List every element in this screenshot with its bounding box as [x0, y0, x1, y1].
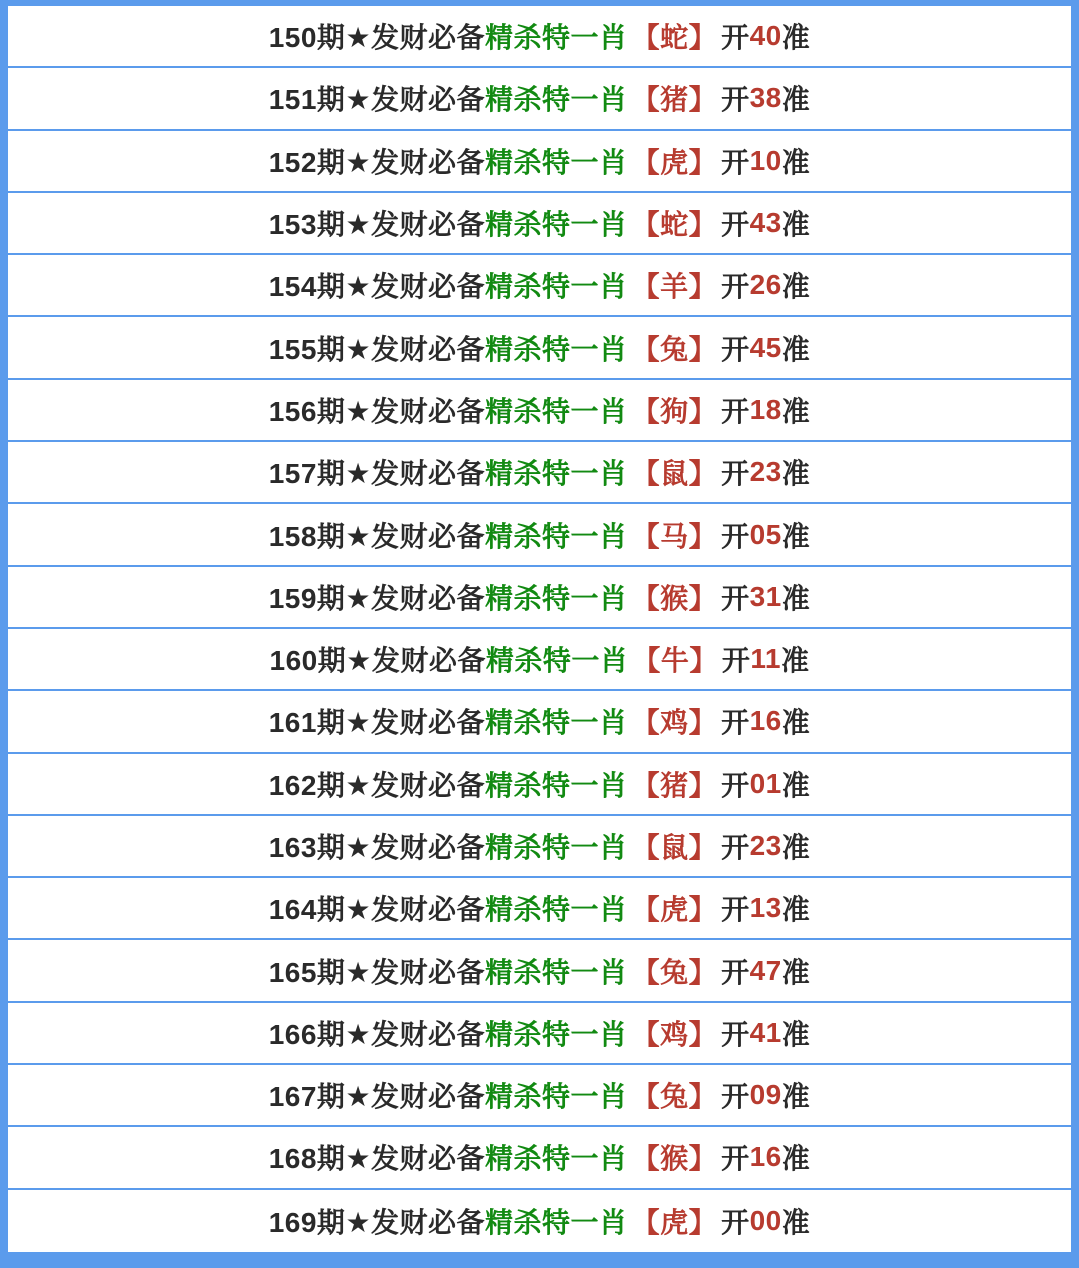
- prefix-text: ★发财必备: [345, 395, 486, 427]
- prediction-row: [8, 1190, 1071, 1252]
- zodiac-label: 【猴】: [631, 582, 718, 614]
- open-label: 开: [721, 1081, 750, 1113]
- prefix-text: ★发财必备: [345, 22, 486, 54]
- suffix-text: 准: [781, 1018, 811, 1050]
- suffix-text: 准: [781, 1143, 811, 1175]
- suffix-text: 准: [781, 1206, 811, 1238]
- result-number: 23: [749, 830, 782, 861]
- zodiac-label: 【猪】: [631, 84, 718, 116]
- issue-number: 160期: [269, 645, 347, 677]
- issue-number: 159期: [268, 582, 346, 614]
- open-label: 开: [721, 520, 750, 552]
- open-label: 开: [721, 1143, 750, 1175]
- issue-number: 157期: [268, 458, 346, 490]
- result-number: 16: [749, 705, 782, 737]
- open-label: 开: [721, 333, 750, 365]
- prediction-row: [8, 691, 1071, 753]
- result-number: 23: [749, 456, 782, 488]
- prefix-text: ★发财必备: [345, 956, 486, 988]
- open-label: 开: [721, 1018, 750, 1050]
- suffix-text: 准: [781, 395, 811, 427]
- highlight-text: 精杀特一肖: [485, 1018, 628, 1050]
- suffix-text: 准: [780, 645, 810, 677]
- prefix-text: ★发财必备: [345, 271, 486, 303]
- prediction-row: [8, 816, 1071, 878]
- result-number: 47: [749, 954, 782, 986]
- zodiac-label: 【牛】: [632, 645, 718, 677]
- prediction-list: [8, 6, 1071, 1252]
- suffix-text: 准: [781, 707, 811, 739]
- zodiac-label: 【虎】: [631, 1206, 718, 1238]
- prefix-text: ★发财必备: [345, 520, 486, 552]
- highlight-text: 精杀特一肖: [485, 582, 628, 614]
- highlight-text: 精杀特一肖: [485, 271, 628, 303]
- zodiac-label: 【蛇】: [631, 209, 718, 241]
- open-label: 开: [721, 84, 750, 116]
- open-label: 开: [721, 271, 750, 303]
- zodiac-label: 【鼠】: [631, 832, 718, 863]
- prediction-row: [8, 754, 1071, 816]
- suffix-text: 准: [781, 458, 811, 490]
- open-label: 开: [721, 22, 750, 54]
- highlight-text: 精杀特一肖: [485, 645, 629, 677]
- zodiac-label: 【鼠】: [631, 458, 718, 490]
- result-number: 16: [749, 1141, 782, 1173]
- prediction-row: [8, 442, 1071, 504]
- suffix-text: 准: [781, 520, 811, 552]
- result-number: 05: [749, 518, 782, 550]
- prediction-row: [8, 1003, 1071, 1065]
- prediction-row: [8, 940, 1071, 1002]
- highlight-text: 精杀特一肖: [485, 458, 628, 490]
- result-number: 13: [749, 892, 782, 924]
- highlight-text: 精杀特一肖: [485, 22, 628, 54]
- open-label: 开: [721, 645, 751, 677]
- prediction-row: [8, 193, 1071, 255]
- prefix-text: ★发财必备: [345, 1081, 486, 1113]
- prefix-text: ★发财必备: [345, 333, 486, 365]
- suffix-text: 准: [781, 209, 811, 241]
- issue-number: 166期: [268, 1018, 346, 1050]
- suffix-text: 准: [781, 271, 811, 303]
- result-number: 09: [749, 1079, 782, 1111]
- open-label: 开: [721, 395, 750, 427]
- issue-number: 165期: [268, 956, 346, 988]
- prediction-row: [8, 380, 1071, 442]
- highlight-text: 精杀特一肖: [485, 333, 628, 365]
- result-number: 00: [749, 1204, 782, 1236]
- result-number: 01: [749, 767, 782, 799]
- highlight-text: 精杀特一肖: [485, 707, 628, 739]
- result-number: 45: [749, 331, 782, 363]
- issue-number: 164期: [268, 894, 346, 926]
- prediction-row: [8, 1127, 1071, 1189]
- zodiac-label: 【马】: [631, 520, 718, 552]
- suffix-text: 准: [781, 894, 811, 926]
- prefix-text: ★发财必备: [345, 707, 486, 739]
- prediction-row: [8, 504, 1071, 566]
- zodiac-label: 【虎】: [631, 146, 718, 178]
- prefix-text: ★发财必备: [345, 1206, 486, 1238]
- open-label: 开: [721, 209, 750, 241]
- prediction-row: [8, 1065, 1071, 1127]
- issue-number: 155期: [268, 333, 346, 365]
- issue-number: 168期: [268, 1143, 346, 1175]
- zodiac-label: 【猪】: [631, 769, 718, 801]
- issue-number: 167期: [268, 1081, 346, 1113]
- open-label: 开: [721, 707, 750, 739]
- open-label: 开: [721, 894, 750, 926]
- issue-number: 169期: [268, 1206, 346, 1238]
- zodiac-label: 【兔】: [631, 333, 718, 365]
- suffix-text: 准: [781, 582, 811, 614]
- prediction-row: [8, 68, 1071, 130]
- zodiac-label: 【羊】: [631, 271, 718, 303]
- highlight-text: 精杀特一肖: [485, 520, 628, 552]
- highlight-text: 精杀特一肖: [485, 1143, 628, 1175]
- prefix-text: ★发财必备: [345, 209, 486, 241]
- open-label: 开: [721, 458, 750, 490]
- highlight-text: 精杀特一肖: [485, 894, 628, 926]
- highlight-text: 精杀特一肖: [485, 1206, 628, 1238]
- suffix-text: 准: [781, 1081, 811, 1113]
- open-label: 开: [721, 956, 750, 988]
- highlight-text: 精杀特一肖: [485, 956, 628, 988]
- issue-number: 161期: [268, 707, 346, 739]
- zodiac-label: 【兔】: [631, 1081, 718, 1113]
- issue-number: 153期: [268, 209, 346, 241]
- prefix-text: ★发财必备: [345, 832, 486, 863]
- highlight-text: 精杀特一肖: [485, 209, 628, 241]
- prediction-row: [8, 567, 1071, 629]
- suffix-text: 准: [781, 22, 811, 54]
- result-number: 31: [749, 580, 782, 612]
- issue-number: 158期: [268, 520, 346, 552]
- open-label: 开: [721, 832, 750, 863]
- prediction-row: [8, 878, 1071, 940]
- open-label: 开: [721, 1206, 750, 1238]
- issue-number: 152期: [268, 146, 346, 178]
- prefix-text: ★发财必备: [345, 1143, 486, 1175]
- zodiac-label: 【狗】: [631, 395, 718, 427]
- prefix-text: ★发财必备: [346, 645, 486, 677]
- issue-number: 156期: [268, 395, 346, 427]
- prediction-row: [8, 6, 1071, 68]
- issue-number: 151期: [268, 84, 346, 116]
- zodiac-label: 【鸡】: [631, 1018, 718, 1050]
- zodiac-label: 【虎】: [631, 894, 718, 926]
- open-label: 开: [721, 769, 750, 801]
- prefix-text: ★发财必备: [345, 458, 486, 490]
- highlight-text: 精杀特一肖: [485, 395, 628, 427]
- prediction-row: [8, 131, 1071, 193]
- prediction-row: [8, 255, 1071, 317]
- suffix-text: 准: [781, 832, 811, 863]
- result-number: 43: [749, 207, 782, 239]
- result-number: 40: [749, 20, 782, 52]
- prefix-text: ★发财必备: [345, 582, 486, 614]
- result-number: 18: [749, 393, 782, 425]
- zodiac-label: 【兔】: [631, 956, 718, 988]
- highlight-text: 精杀特一肖: [485, 84, 628, 116]
- prefix-text: ★发财必备: [345, 146, 486, 178]
- highlight-text: 精杀特一肖: [485, 146, 628, 178]
- prefix-text: ★发财必备: [345, 1018, 486, 1050]
- result-number: 26: [749, 269, 782, 301]
- open-label: 开: [721, 582, 750, 614]
- result-number: 38: [749, 82, 782, 114]
- prediction-row: [8, 629, 1071, 691]
- open-label: 开: [721, 146, 750, 178]
- highlight-text: 精杀特一肖: [485, 769, 628, 801]
- zodiac-label: 【鸡】: [631, 707, 718, 739]
- issue-number: 162期: [268, 769, 346, 801]
- highlight-text: 精杀特一肖: [485, 832, 628, 863]
- result-number: 11: [750, 643, 781, 675]
- highlight-text: 精杀特一肖: [485, 1081, 628, 1113]
- suffix-text: 准: [781, 84, 811, 116]
- suffix-text: 准: [781, 146, 811, 178]
- suffix-text: 准: [781, 956, 811, 988]
- suffix-text: 准: [781, 769, 811, 801]
- prefix-text: ★发财必备: [345, 894, 486, 926]
- issue-number: 154期: [268, 271, 346, 303]
- suffix-text: 准: [781, 333, 811, 365]
- issue-number: 150期: [268, 22, 346, 54]
- result-number: 41: [749, 1016, 782, 1048]
- result-number: 10: [749, 144, 782, 176]
- zodiac-label: 【蛇】: [631, 22, 718, 54]
- prediction-row: [8, 317, 1071, 379]
- issue-number: 163期: [268, 832, 346, 863]
- prediction-table: [8, 6, 1071, 1252]
- prefix-text: ★发财必备: [345, 84, 486, 116]
- prefix-text: ★发财必备: [345, 769, 486, 801]
- zodiac-label: 【猴】: [631, 1143, 718, 1175]
